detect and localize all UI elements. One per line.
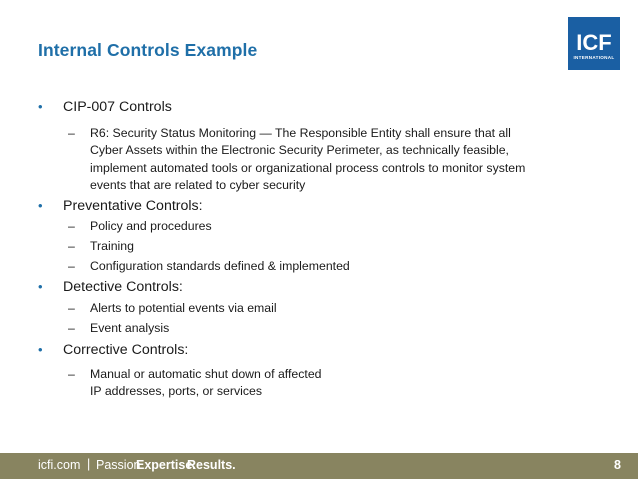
footer-separator: | xyxy=(87,457,91,471)
footer-site-link[interactable]: icfi.com xyxy=(38,458,81,472)
icf-logo-mark xyxy=(568,17,620,70)
dash-icon: – xyxy=(68,301,75,315)
bullet-heading: Detective Controls: xyxy=(63,279,183,295)
sub-bullet-text: Policy and procedures xyxy=(90,219,212,233)
footer-tagline-passion: Passion. xyxy=(96,458,144,472)
logo-text: ICF xyxy=(576,30,612,55)
bullet-icon: • xyxy=(38,342,43,357)
dash-icon: – xyxy=(68,367,75,381)
dash-icon: – xyxy=(68,239,75,253)
bullet-heading: CIP-007 Controls xyxy=(63,99,172,115)
logo-subtext: INTERNATIONAL xyxy=(573,55,615,60)
sub-bullet-text: Manual or automatic shut down of affected IP addresses, ports, or services xyxy=(90,367,322,399)
dash-icon: – xyxy=(68,126,75,140)
icf-logo xyxy=(568,17,620,70)
sub-bullet-text: Event analysis xyxy=(90,321,170,335)
slide-title: Internal Controls Example xyxy=(38,40,258,60)
dash-icon: – xyxy=(68,259,75,273)
sub-bullet-text: Configuration standards defined & implemented xyxy=(90,259,350,273)
footer-bar xyxy=(0,453,638,479)
bullet-icon: • xyxy=(38,99,43,114)
page-number: 8 xyxy=(614,458,621,472)
footer-tagline-results: Results. xyxy=(187,458,236,472)
sub-bullet-text: Alerts to potential events via email xyxy=(90,301,277,315)
bullet-heading: Preventative Controls: xyxy=(63,198,203,214)
dash-icon: – xyxy=(68,321,75,335)
bullet-icon: • xyxy=(38,279,43,294)
sub-bullet-text: Training xyxy=(90,239,134,253)
footer-tagline-expertise: Expertise. xyxy=(136,458,196,472)
bullet-icon: • xyxy=(38,198,43,213)
bullet-heading: Corrective Controls: xyxy=(63,342,189,358)
sub-bullet-text: R6: Security Status Monitoring — The Responsible Entity shall ensure that all Cyber Assets within the Electronic Security Perimeter, as technically feasible, implement automated tools or organizational process controls to monitor system events that are related to cyber security xyxy=(90,126,526,192)
dash-icon: – xyxy=(68,219,75,233)
